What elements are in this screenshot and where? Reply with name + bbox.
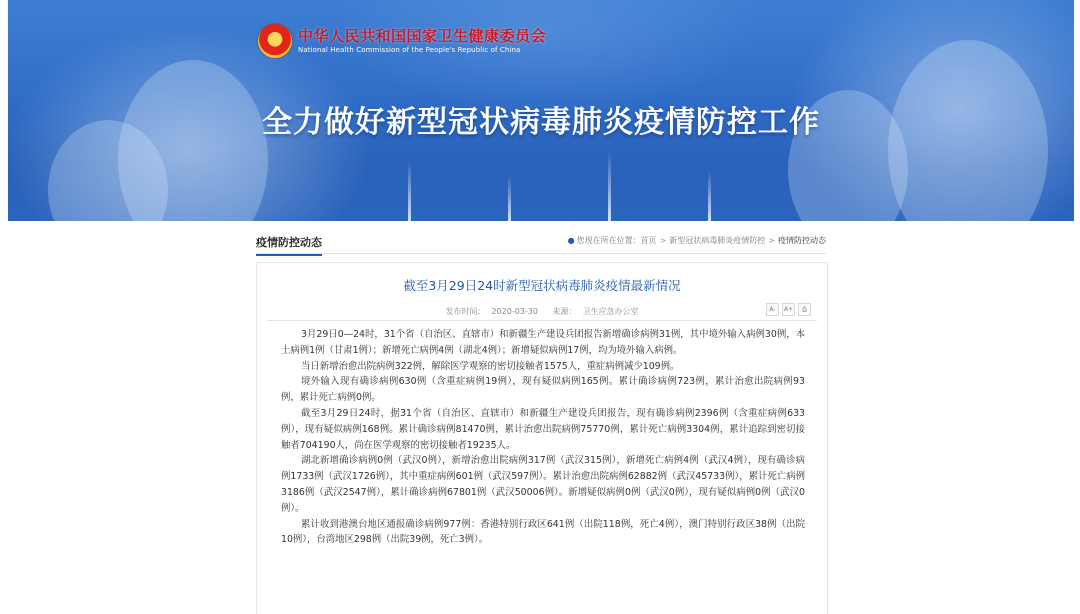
breadcrumb-item-epidemic[interactable]: 新型冠状病毒肺炎疫情防控	[669, 236, 766, 245]
publish-date: 2020-03-30	[491, 307, 538, 316]
article-meta	[257, 306, 827, 317]
article-source: 卫生应急办公室	[582, 307, 639, 316]
date-label: 发布时间：	[445, 307, 486, 316]
breadcrumb-separator: >	[768, 236, 775, 245]
section-header	[256, 231, 826, 254]
article-paragraph: 当日新增治愈出院病例322例，解除医学观察的密切接触者1575人，重症病例减少109例。	[301, 360, 680, 372]
banner-light-beam	[408, 161, 411, 221]
org-logo[interactable]	[258, 24, 546, 58]
article-paragraph: 境外输入现有确诊病例630例（含重症病例19例），现有疑似病例165例。累计确诊病例723例，累计治愈出院病例93例，累计死亡病例0例。	[281, 376, 805, 404]
source-label: 来源：	[552, 307, 577, 316]
article-paragraph: 湖北新增确诊病例0例（武汉0例），新增治愈出院病例317例（武汉315例），新增死亡病例4例（武汉4例），现有确诊病例1733例（武汉1726例），其中重症病例601例（武汉597例）。累计治愈出院病例62882例（武汉45733例），累计死亡病例3186例（武汉2547例），累计确诊病例67801例（武汉50006例）。新增疑似病例0例（武汉0例），现有疑似病例0例（武汉0例）。	[281, 455, 805, 514]
article-paragraph: 截至3月29日24时，据31个省（自治区、直辖市）和新疆生产建设兵团报告，现有确诊病例2396例（含重症病例633例），现有疑似病例168例。累计确诊病例81470例，累计治愈出院病例75770例，累计死亡病例3304例，累计追踪到密切接触者704190人，尚在医学观察的密切接触者19235人。	[281, 407, 805, 451]
org-name-en: National Health Commission of the People's Republic of China	[298, 46, 521, 54]
font-decrease-button[interactable]: A-	[766, 303, 779, 316]
org-name-cn: 中华人民共和国国家卫生健康委员会	[298, 27, 547, 45]
article-tools	[766, 303, 811, 316]
banner-light-beam	[608, 151, 611, 221]
section-title[interactable]: 疫情防控动态	[256, 234, 322, 256]
header-banner	[8, 0, 1074, 221]
banner-light-beam	[708, 171, 711, 221]
print-button[interactable]	[798, 303, 811, 316]
print-icon: ⎙	[802, 306, 807, 313]
breadcrumb-item-current[interactable]: 疫情防控动态	[778, 236, 826, 245]
article-paragraph: 累计收到港澳台地区通报确诊病例977例：香港特别行政区641例（出院118例，死亡4例），澳门特别行政区38例（出院10例），台湾地区298例（出院39例，死亡3例）。	[281, 518, 805, 546]
breadcrumb-separator: >	[659, 236, 667, 245]
breadcrumb-prefix: 您现在所在位置：	[576, 236, 641, 245]
national-emblem-icon	[258, 24, 292, 58]
divider	[267, 320, 817, 321]
breadcrumb	[568, 235, 826, 246]
banner-light-beam	[508, 176, 511, 221]
location-pin-icon: ●	[567, 236, 575, 245]
article-card	[256, 262, 828, 614]
article-body	[281, 327, 805, 548]
article-title: 截至3月29日24时新型冠状病毒肺炎疫情最新情况	[403, 278, 681, 293]
breadcrumb-item-home[interactable]: 首页	[640, 236, 657, 245]
font-increase-button[interactable]: A+	[782, 303, 795, 316]
banner-title: 全力做好新型冠状病毒肺炎疫情防控工作	[262, 105, 820, 140]
article-paragraph: 3月29日0—24时，31个省（自治区、直辖市）和新疆生产建设兵团报告新增确诊病例31例，其中境外输入病例30例，本土病例1例（甘肃1例）；新增死亡病例4例（湖北4例）；新增疑似病例17例，均为境外输入病例。	[281, 329, 805, 356]
